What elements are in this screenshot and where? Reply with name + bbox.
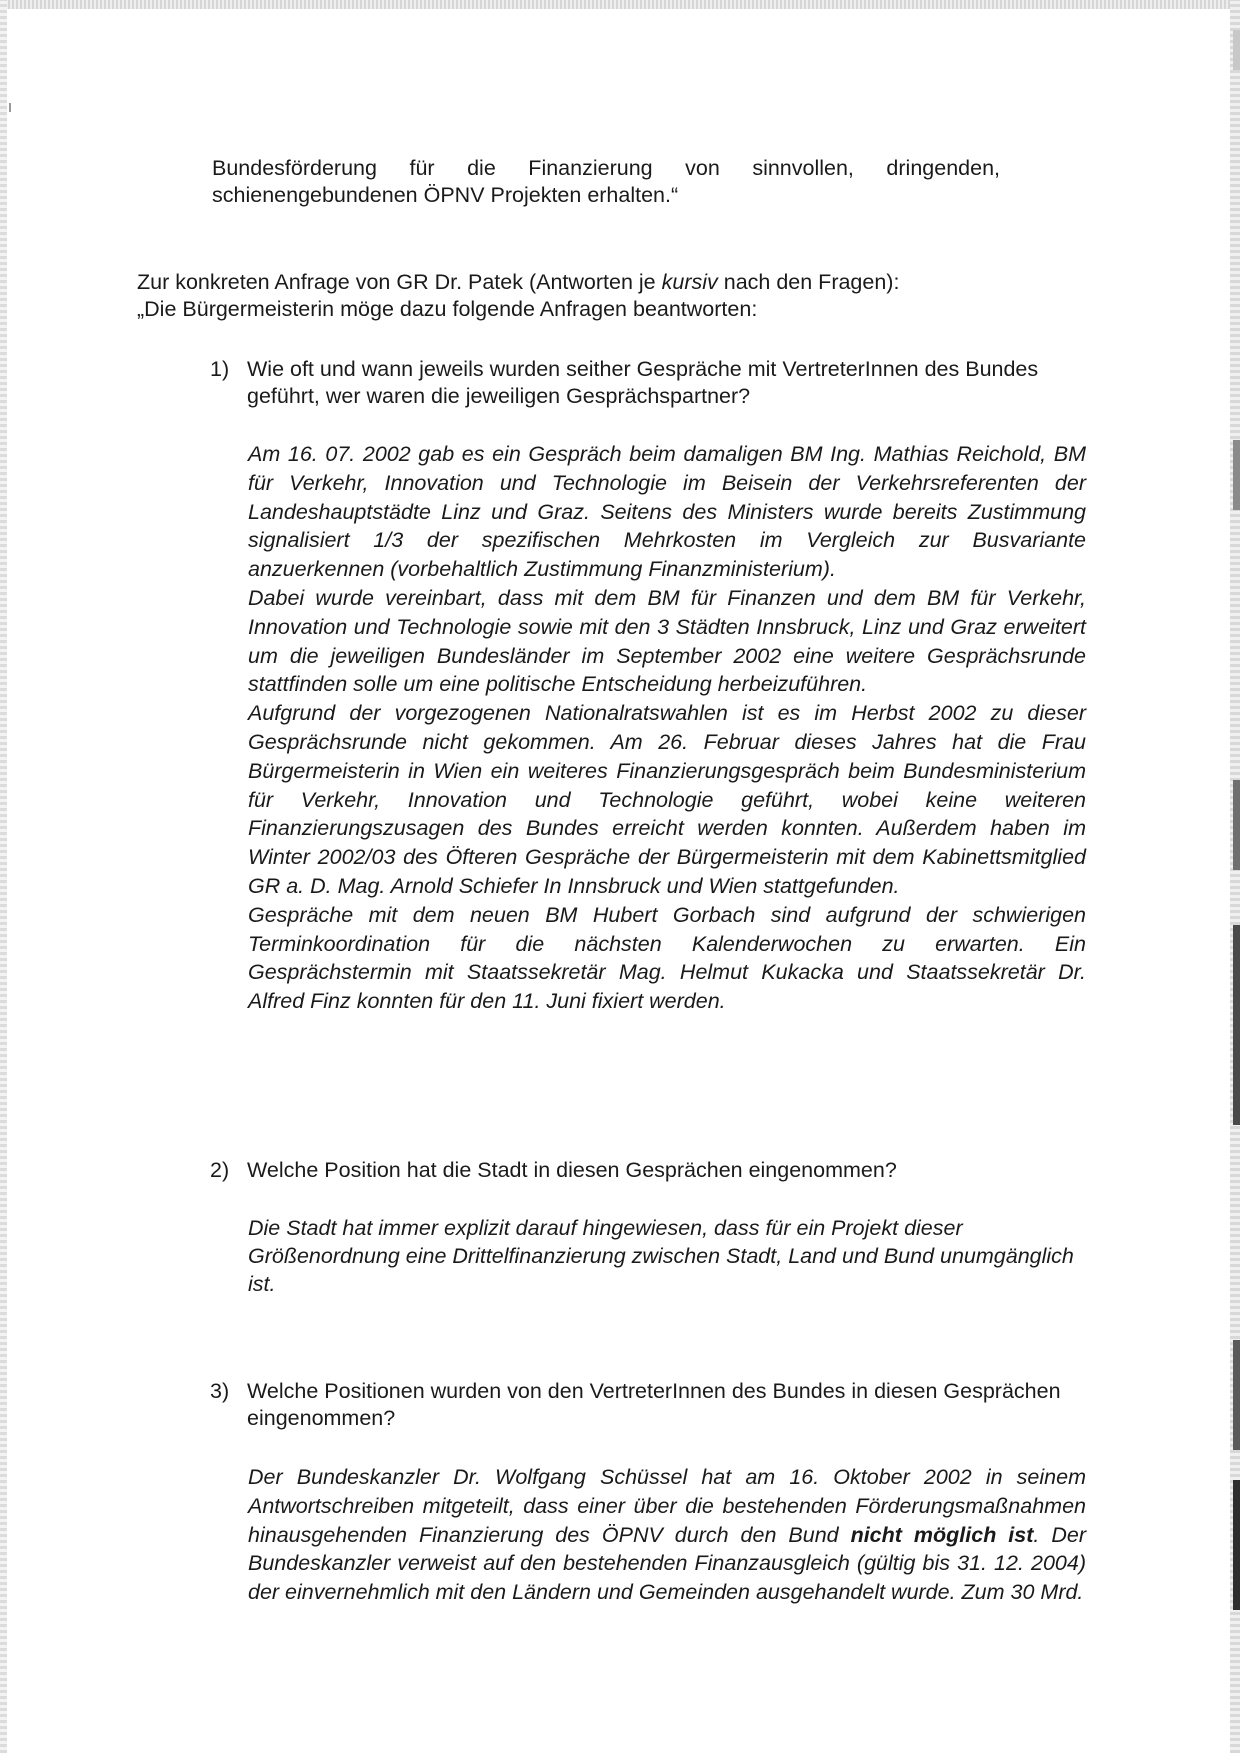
question-number: 3) <box>210 1379 230 1403</box>
scan-edge-mark <box>1233 1340 1240 1450</box>
scan-edge-mark <box>1233 440 1240 510</box>
question-text: Wie oft und wann jeweils wurden seither Gespräche mit VertreterInnen des Bundes geführt, wer waren die jeweiligen Gesprächspartner? <box>247 357 1039 408</box>
answer-3 <box>248 1463 1086 1607</box>
question-1 <box>210 356 1090 410</box>
scan-edge-mark <box>1233 925 1240 1125</box>
answer-2-paragraph-1: Die Stadt hat immer explizit darauf hingewiesen, dass für ein Projekt dieser Größenordnung eine Drittelfinanzierung zwischen Stadt, Land und Bund unumgänglich ist. <box>248 1216 1074 1296</box>
scan-edge-mark <box>1233 1480 1240 1610</box>
scan-border-top <box>0 0 1240 9</box>
scan-edge-mark <box>1233 30 1240 70</box>
lead-line-1 <box>137 269 1037 296</box>
answer-3-emphasis: nicht möglich ist <box>850 1522 1034 1547</box>
answer-1-paragraph-2: Dabei wurde vereinbart, dass mit dem BM für Finanzen und dem BM für Verkehr, Innovation und Technologie sowie mit den 3 Städten Innsbruck, Linz und Graz erweitert um die jeweiligen Bundesländer im September 2002 eine weitere Gesprächsrunde stattfinden solle um eine politische Entscheidung herbeizuführen. <box>248 585 1086 697</box>
scan-edge-mark <box>1233 780 1240 870</box>
intro-paragraph: Bundesförderung für die Finanzierung von sinnvollen, dringenden, schienengebundenen ÖPNV Projekten erhalten.“ <box>212 156 1000 207</box>
answer-3-paragraph-1 <box>248 1463 1086 1607</box>
answer-1-paragraph-3: Aufgrund der vorgezogenen Nationalratswahlen ist es im Herbst 2002 zu dieser Gesprächsrunde nicht gekommen. Am 26. Februar dieses Jahres hat die Frau Bürgermeisterin in Wien ein weiteres Finanzierungsgespräch beim Bundesministerium für Verkehr, Innovation und Technologie geführt, wobei keine weiteren Finanzierungszusagen des Bundes erreicht werden konnten. Außerdem haben im Winter 2002/03 des Öfteren Gespräche der Bürgermeisterin mit dem Kabinettsmitglied GR a. D. Mag. Arnold Schiefer In Innsbruck und Wien stattgefunden. <box>248 701 1086 898</box>
answer-1-paragraph-4: Gespräche mit dem neuen BM Hubert Gorbach sind aufgrund der schwierigen Terminkoordination für die nächsten Kalenderwochen zu erwarten. Ein Gesprächstermin mit Staatssekretär Mag. Helmut Kukacka und Staatssekretär Dr. Alfred Finz konnten für den 11. Juni fixiert werden. <box>248 902 1086 1014</box>
lead-line-1-end: nach den Fragen): <box>717 270 900 294</box>
lead-line-1-italic: kursiv <box>661 270 718 294</box>
question-3 <box>210 1378 1090 1432</box>
question-number: 1) <box>210 357 230 381</box>
answer-1 <box>248 440 1086 1016</box>
lead-line-2: „Die Bürgermeisterin möge dazu folgende Anfragen beantworten: <box>137 297 758 321</box>
question-2 <box>210 1157 1090 1184</box>
question-text: Welche Position hat die Stadt in diesen Gesprächen eingenommen? <box>247 1158 897 1182</box>
question-number: 2) <box>210 1158 230 1182</box>
answer-3-text-end: . Der Bundeskanzler verweist auf den bestehenden Finanzausgleich (gültig bis 31. 12. 2004) der einvernehmlich mit den Ländern und Gemeinden ausgehandelt wurde. Zum 30 Mrd. <box>248 1522 1086 1605</box>
question-text: Welche Positionen wurden von den VertreterInnen des Bundes in diesen Gesprächen eingenommen? <box>247 1379 1061 1430</box>
answer-1-paragraph-1: Am 16. 07. 2002 gab es ein Gespräch beim damaligen BM Ing. Mathias Reichold, BM für Verkehr, Innovation und Technologie im Beisein der Verkehrsreferenten der Landeshauptstädte Linz und Graz. Seitens des Ministers wurde bereits Zustimmung signalisiert 1/3 der spezifischen Mehrkosten im Vergleich zur Busvariante anzuerkennen (vorbehaltlich Zustimmung Finanzministerium). <box>248 442 1086 582</box>
lead-paragraph <box>137 269 1037 323</box>
scan-speck <box>9 103 11 112</box>
lead-line-1-start: Zur konkreten Anfrage von GR Dr. Patek (Antworten je <box>137 270 662 294</box>
scan-border-left <box>0 0 7 1753</box>
answer-2 <box>248 1214 1086 1298</box>
answer-3-text-start: Der Bundeskanzler Dr. Wolfgang Schüssel hat am 16. Oktober 2002 in seinem Antwortschreiben mitgeteilt, dass einer über die bestehenden Förderungsmaßnahmen hinausgehenden Finanzierung des ÖPNV durch den Bund <box>248 1465 1086 1547</box>
